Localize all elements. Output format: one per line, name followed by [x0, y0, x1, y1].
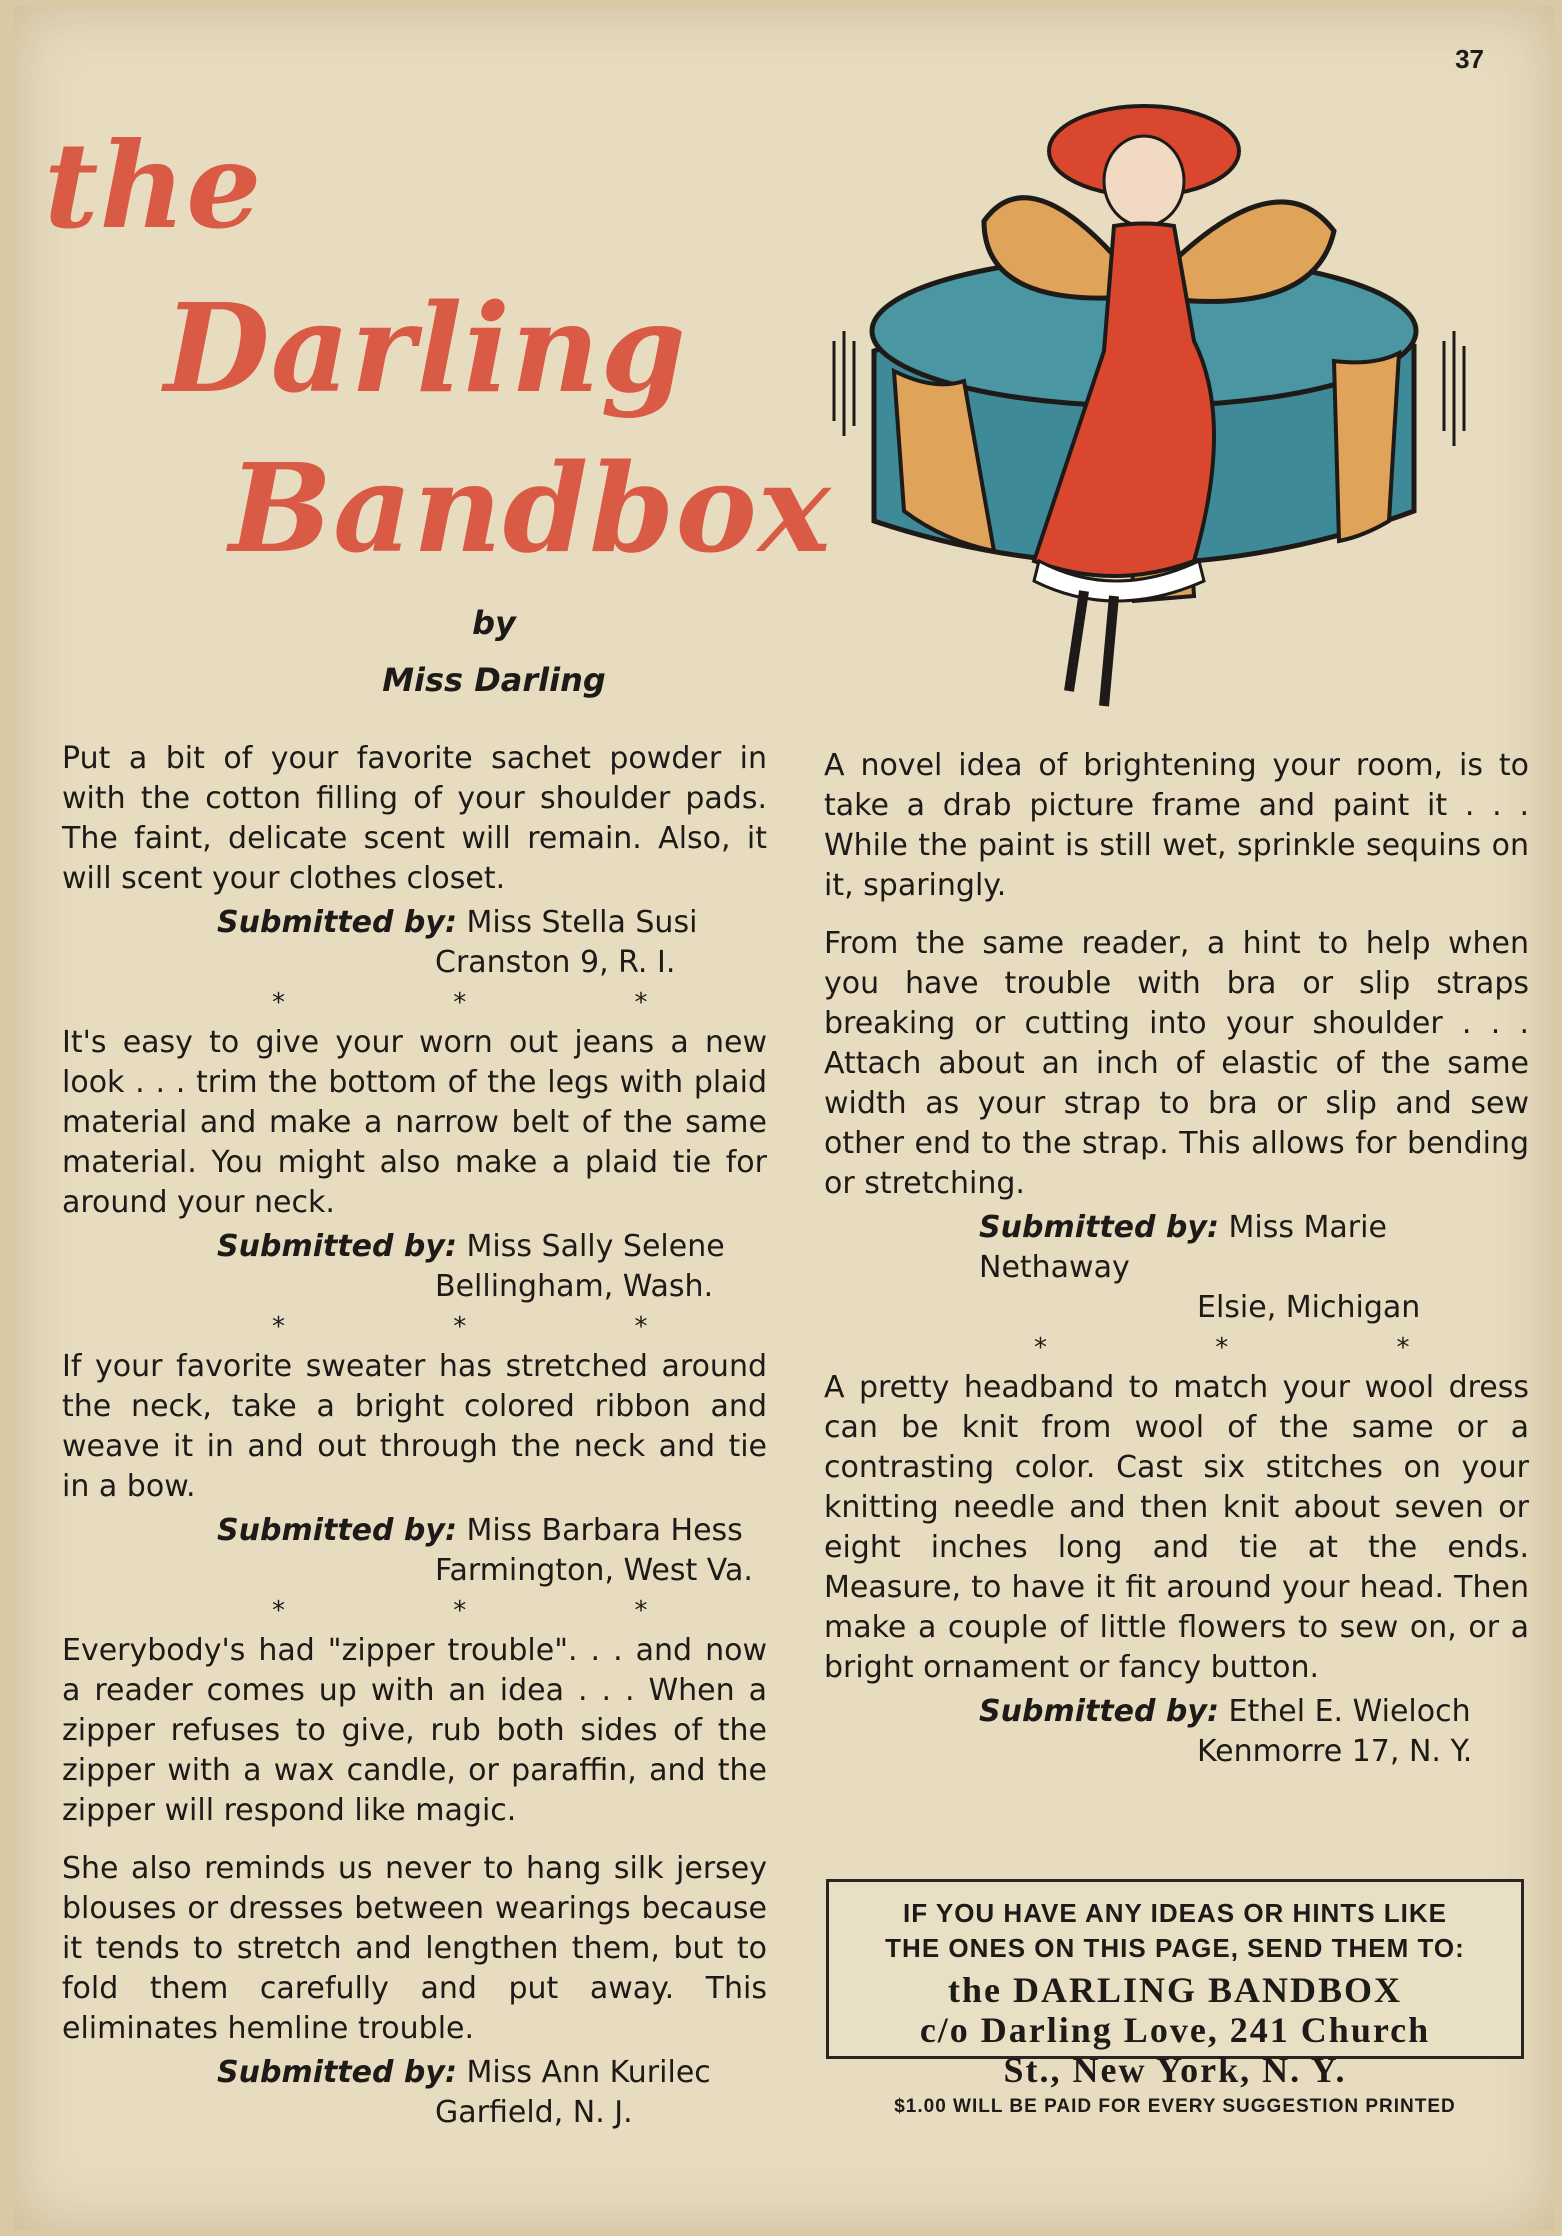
- submitter-place: Bellingham, Wash.: [435, 1269, 714, 1304]
- credit-label: Submitted by:: [217, 2055, 457, 2090]
- girl-legs: [1069, 591, 1114, 706]
- credit-label: Submitted by:: [217, 905, 457, 940]
- title-line-3: Bandbox: [229, 436, 832, 580]
- motion-lines-left: [834, 331, 854, 436]
- submitter-name: Miss Stella Susi: [466, 905, 698, 940]
- submitter-credit: [62, 1227, 767, 1307]
- left-column: [62, 739, 767, 2135]
- submitter-name: Ethel E. Wieloch: [1228, 1694, 1471, 1729]
- ribbon-right: [1334, 353, 1399, 541]
- submitter-credit: [62, 903, 767, 983]
- submitter-credit: [824, 1692, 1529, 1772]
- star-separator: * * *: [272, 988, 728, 1018]
- submission-notice-box: [826, 1879, 1524, 2117]
- page-number: 37: [1455, 44, 1484, 74]
- credit-label: Submitted by:: [979, 1210, 1219, 1245]
- notice-line-2: THE ONES ON THIS PAGE, SEND THEM TO:: [885, 1933, 1465, 1963]
- submitter-place: Elsie, Michigan: [1197, 1290, 1421, 1325]
- submitter-name: Miss Barbara Hess: [466, 1513, 743, 1548]
- tip-paragraph: She also reminds us never to hang silk jersey blouses or dresses between wearings because it tends to stretch and lengthen them, but to fold them carefully and put away. This eliminates hemline trouble.: [62, 1851, 767, 2046]
- star-separator: * * *: [1034, 1333, 1490, 1363]
- notice-line-4: c/o Darling Love, 241 Church: [919, 2010, 1431, 2050]
- star-separator: * * *: [272, 1596, 728, 1626]
- tip-paragraph: A pretty headband to match your wool dress can be knit from wool of the same or a contrasting color. Cast six stitches on your knitting needle and then knit about seven or eight inches long and tie at the ends. Measure, to have it fit around your head. Then make a couple of little flowers to sew on, or a bright ornament or fancy button.: [824, 1370, 1529, 1685]
- tip-paragraph: A novel idea of brightening your room, is to take a drab picture frame and paint it . . . While the paint is still wet, sprinkle sequins on it, sparingly.: [824, 748, 1529, 903]
- submitter-place: Cranston 9, R. I.: [435, 945, 676, 980]
- tip-paragraph: Put a bit of your favorite sachet powder in with the cotton filling of your shoulder pads. The faint, delicate scent will remain. Also, it will scent your clothes closet.: [62, 741, 767, 896]
- title-line-1: the: [44, 116, 263, 255]
- tip-paragraph: Everybody's had "zipper trouble". . . and now a reader comes up with an idea . . . When a zipper refuses to give, rub both sides of the zipper with a wax candle, or paraffin, and the zipper will respond like magic.: [62, 1633, 767, 1828]
- magazine-page: [14, 6, 1554, 2230]
- notice-line-1: IF YOU HAVE ANY IDEAS OR HINTS LIKE: [903, 1898, 1447, 1928]
- submitter-place: Farmington, West Va.: [435, 1553, 753, 1588]
- credit-label: Submitted by:: [217, 1513, 457, 1548]
- submitter-name: Miss Marie Nethaway: [979, 1210, 1387, 1285]
- star-separator: * * *: [272, 1312, 728, 1342]
- girl-on-hatbox-illustration: [814, 91, 1484, 731]
- tip-paragraph: From the same reader, a hint to help when you have trouble with bra or slip straps breaking or cutting into your shoulder . . . Attach about an inch of elastic of the same width as your strap to bra or slip and sew other end to the strap. This allows for bending or stretching.: [824, 926, 1529, 1201]
- tip-paragraph: It's easy to give your worn out jeans a new look . . . trim the bottom of the legs with plaid material and make a narrow belt of the same material. You might also make a plaid tie for around your neck.: [62, 1025, 767, 1220]
- notice-line-3: the DARLING BANDBOX: [947, 1970, 1403, 2010]
- submitter-name: Miss Ann Kurilec: [466, 2055, 711, 2090]
- notice-line-5: St., New York, N. Y.: [1003, 2050, 1347, 2090]
- notice-line-6: $1.00 WILL BE PAID FOR EVERY SUGGESTION PRINTED: [894, 2096, 1456, 2117]
- submitter-place: Garfield, N. J.: [435, 2095, 633, 2130]
- submitter-credit: [824, 1208, 1529, 1328]
- tip-paragraph: If your favorite sweater has stretched around the neck, take a bright colored ribbon and weave it in and out through the neck and tie in a bow.: [62, 1349, 767, 1504]
- submitter-name: Miss Sally Selene: [466, 1229, 725, 1264]
- submitter-place: Kenmorre 17, N. Y.: [1197, 1734, 1473, 1769]
- credit-label: Submitted by:: [217, 1229, 457, 1264]
- title-line-2: Darling: [164, 276, 687, 420]
- credit-label: Submitted by:: [979, 1694, 1219, 1729]
- right-column: [824, 746, 1529, 1774]
- girl-face: [1104, 136, 1184, 226]
- byline-author: Miss Darling: [382, 661, 606, 699]
- submitter-credit: [62, 2053, 767, 2133]
- byline-by: by: [472, 604, 516, 642]
- submitter-credit: [62, 1511, 767, 1591]
- motion-lines-right: [1444, 331, 1464, 446]
